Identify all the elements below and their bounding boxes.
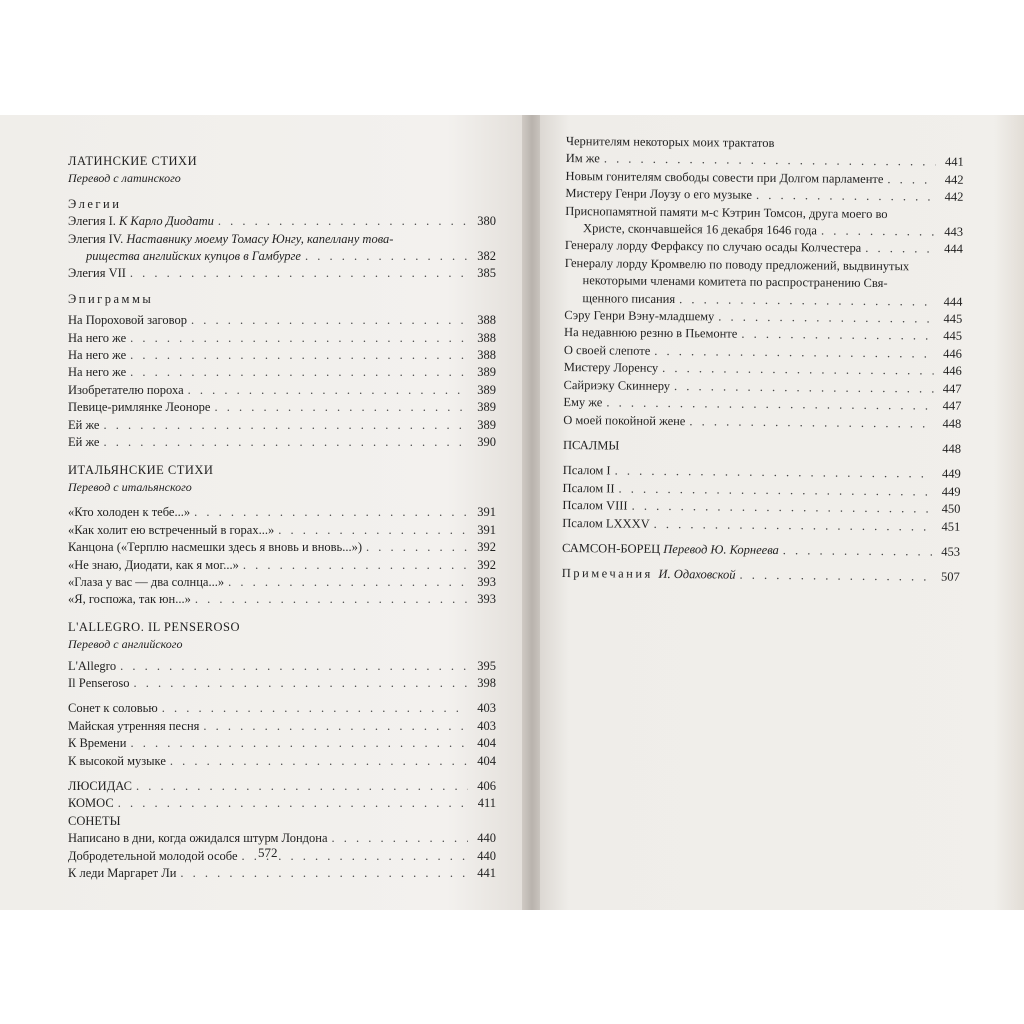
psalm-list — [562, 462, 961, 535]
open-book — [0, 115, 1024, 910]
entry-title: Псалом II — [562, 480, 615, 496]
entry-title: Ей же — [68, 435, 100, 450]
leader-dots — [103, 417, 468, 434]
entry-page: 389 — [477, 365, 496, 380]
entry-title: Псалом VIII — [562, 498, 628, 513]
toc-entry — [68, 675, 496, 692]
toc-entry-cont: некоторыми членами комитета по распространению Свя- — [582, 273, 888, 291]
entry-page: 450 — [941, 501, 961, 516]
entry-page: 404 — [477, 736, 496, 751]
entry-page: 391 — [477, 505, 496, 520]
entry-page: 389 — [477, 417, 496, 432]
entry-page: 389 — [477, 382, 496, 397]
leader-dots — [162, 700, 468, 717]
leader-dots — [170, 753, 468, 770]
entry-title: Канцона («Терплю насмешки здесь я вновь и вновь...») — [68, 540, 363, 555]
entry-title: На недавнюю резню в Пьемонте — [564, 325, 738, 342]
leader-dots — [130, 364, 468, 381]
leader-dots — [228, 574, 468, 591]
toc-entry-samson: САМСОН-БОРЕЦ Перевод Ю. Корнеева . . . 453 — [562, 540, 960, 561]
entry-title: К Времени — [68, 736, 127, 751]
section-subtitle: Перевод с английского — [68, 637, 183, 652]
leader-dots — [203, 718, 468, 735]
leader-dots — [133, 675, 468, 692]
toc-entry — [68, 574, 496, 591]
toc-entry-notes: Примечания И. Одаховской . . . 507 — [562, 565, 960, 586]
left-page — [0, 115, 526, 910]
leader-dots — [332, 830, 468, 847]
entry-title: Сонет к соловью — [68, 701, 158, 716]
entry-page: 446 — [943, 346, 962, 361]
toc-entry — [68, 330, 496, 347]
entry-title: Мистеру Лоренсу — [563, 360, 659, 376]
page-number: 572 — [258, 845, 278, 860]
entry-title: Изобретателю пороха — [68, 382, 184, 397]
entry-title: О моей покойной жене — [563, 412, 686, 428]
entry-page: 449 — [941, 484, 961, 499]
toc-entry: Генералу лорду Ферфаксу по случаю осады Колчестера . . . 444 — [565, 237, 963, 258]
entry-title: Сайриэку Скиннеру — [563, 377, 671, 393]
italian-list — [68, 504, 496, 608]
leader-dots — [654, 515, 933, 535]
entry-page: 447 — [942, 381, 962, 396]
entry-title: Псалом I — [562, 463, 611, 478]
entry-title: Добродетельной молодой особе — [68, 848, 238, 863]
entry-title: Ему же — [563, 395, 603, 410]
leader-dots — [718, 309, 934, 328]
toc-entry: Элегия VII . . . 385 — [68, 265, 496, 282]
leader-dots — [689, 413, 933, 433]
toc-entry-cont: рищества английских купцов в Гамбурге . . . 382 — [68, 248, 496, 265]
toc-entry — [68, 753, 496, 770]
entry-title: «Как холит ею встреченный в горах...» — [68, 522, 275, 537]
entry-title: Написано в дни, когда ожидался штурм Лондона — [68, 831, 328, 846]
leader-dots — [366, 539, 468, 556]
entry-page: 445 — [943, 311, 963, 326]
entry-page: 395 — [477, 658, 496, 673]
toc-entry — [68, 735, 496, 752]
entry-title: На него же — [68, 365, 127, 380]
entry-title: Псалом LXXXV — [562, 515, 650, 531]
entry-page: 440 — [477, 831, 496, 846]
leader-dots — [188, 382, 468, 399]
group-heading-elegies: Элегии — [68, 196, 122, 211]
entry-title: На него же — [68, 348, 127, 363]
entry-page: 393 — [477, 592, 496, 607]
leader-dots — [278, 522, 468, 539]
section-heading: СОНЕТЫ — [68, 813, 121, 828]
toc-entry — [68, 399, 496, 416]
entry-title: На него же — [68, 330, 127, 345]
entry-title: Майская утренняя песня — [68, 718, 200, 733]
entry-title: L'Allegro — [68, 658, 117, 673]
entry-title: Сэру Генри Вэну-младшему — [564, 308, 715, 324]
entry-title: «Кто холоден к тебе...» — [68, 505, 191, 520]
section-heading-psalms: ПСАЛМЫ 448 — [562, 437, 962, 456]
entry-page: 449 — [941, 466, 961, 482]
toc-entry: Чернителям некоторых моих трактатов — [565, 133, 775, 151]
entry-page: 388 — [477, 313, 496, 328]
section-heading: ЛАТИНСКИЕ СТИХИ — [68, 154, 198, 168]
toc-entry — [68, 539, 496, 556]
toc-entry: Мистеру Генри Лоузу о его музыке . . . 442 — [565, 185, 963, 206]
entry-page: 389 — [477, 400, 496, 415]
toc-entry — [68, 364, 496, 381]
toc-entry — [68, 417, 496, 434]
epigram-list — [68, 312, 496, 451]
section-heading: L'ALLEGRO. IL PENSEROSO — [68, 619, 240, 634]
toc-entry-cont: Христе, скончавшейся 16 декабря 1646 года . . . 443 — [565, 220, 963, 241]
leader-dots — [214, 399, 468, 416]
entry-page: 391 — [477, 522, 496, 537]
leader-dots — [120, 658, 468, 675]
toc-entry-comus: КОМОС . . . 411 — [68, 795, 496, 812]
entry-page: 441 — [477, 866, 496, 881]
entry-page: 451 — [941, 519, 961, 534]
toc-entry: Новым гонителям свободы совести при Долгом парламенте . . . 442 — [565, 168, 963, 189]
entry-title: На Пороховой заговор — [68, 313, 187, 328]
entry-title: «Глаза у вас — два солнца...» — [68, 574, 225, 589]
allegro-list — [68, 658, 496, 693]
entry-page: 448 — [942, 416, 962, 431]
toc-entry — [68, 557, 496, 574]
entry-page: 388 — [477, 330, 496, 345]
entry-title: О своей слепоте — [563, 342, 651, 358]
entry-page: 447 — [942, 398, 962, 413]
entry-title: «Я, госпожа, так юн...» — [68, 592, 191, 607]
leader-dots — [195, 591, 468, 608]
entry-title: Ей же — [68, 417, 100, 432]
leader-dots — [130, 347, 468, 364]
entry-page: 392 — [477, 540, 496, 555]
toc-right — [562, 133, 964, 587]
toc-entry — [68, 848, 496, 865]
toc-entry — [68, 312, 496, 329]
leader-dots — [130, 735, 468, 752]
section-subtitle: Перевод с латинского — [68, 171, 181, 186]
entry-page: 392 — [477, 557, 496, 572]
entry-page: 390 — [477, 435, 496, 450]
toc-entry — [68, 434, 496, 451]
entry-page: 440 — [477, 848, 496, 863]
toc-entry — [68, 718, 496, 735]
toc-entry — [68, 700, 496, 717]
sonnet-list — [68, 830, 496, 882]
entry-page: 445 — [943, 329, 963, 344]
group-heading-epigrams: Эпиграммы — [68, 291, 154, 306]
toc-entry: Элегия IV. Наставнику моему Томасу Юнгу, капеллану това- — [68, 231, 394, 246]
toc-entry — [68, 347, 496, 364]
toc-entry — [68, 522, 496, 539]
leader-dots — [191, 312, 468, 329]
entry-title: Il Penseroso — [68, 675, 130, 690]
leader-dots — [741, 326, 934, 345]
toc-entry — [68, 504, 496, 521]
entry-page: 403 — [477, 718, 496, 733]
entry-page: 398 — [477, 675, 496, 690]
toc-left — [68, 153, 496, 882]
leader-dots — [180, 865, 468, 882]
toc-entry — [68, 658, 496, 675]
page-edge — [994, 115, 1024, 910]
misc-list — [68, 700, 496, 770]
entry-title: «Не знаю, Диодати, как я мог...» — [68, 557, 239, 572]
toc-entry: Им же . . . 441 — [566, 150, 964, 171]
toc-entry — [68, 830, 496, 847]
sonnet-list-continued — [563, 307, 962, 433]
toc-entry: Генералу лорду Кромвелю по поводу предложений, выдвинутых — [564, 255, 910, 274]
leader-dots — [103, 434, 468, 451]
section-subtitle: Перевод с итальянского — [68, 479, 192, 494]
toc-entry — [68, 865, 496, 882]
toc-entry-lycidas: ЛЮСИДАС . . . 406 — [68, 778, 496, 795]
section-heading: ИТАЛЬЯНСКИЕ СТИХИ — [68, 462, 214, 477]
toc-entry: Элегия I. К Карло Диодати . . . 380 — [68, 213, 496, 230]
entry-page: 446 — [942, 363, 962, 379]
leader-dots — [130, 330, 468, 347]
toc-entry — [68, 591, 496, 608]
entry-page: 403 — [477, 701, 496, 716]
toc-entry — [68, 382, 496, 399]
book-gutter — [522, 115, 542, 910]
entry-title: Певице-римлянке Леоноре — [68, 400, 211, 415]
toc-entry: Приснопамятной памяти м-с Кэтрин Томсон, друга моего во — [565, 203, 888, 221]
toc-entry-cont: щенного писания . . . 444 — [564, 290, 962, 311]
leader-dots — [194, 504, 468, 521]
entry-page: 388 — [477, 348, 496, 363]
leader-dots — [243, 557, 468, 574]
entry-page: 404 — [477, 753, 496, 768]
entry-page: 393 — [477, 574, 496, 589]
entry-title: К леди Маргарет Ли — [68, 866, 177, 881]
entry-title: К высокой музыке — [68, 753, 166, 768]
right-page — [540, 115, 1024, 910]
